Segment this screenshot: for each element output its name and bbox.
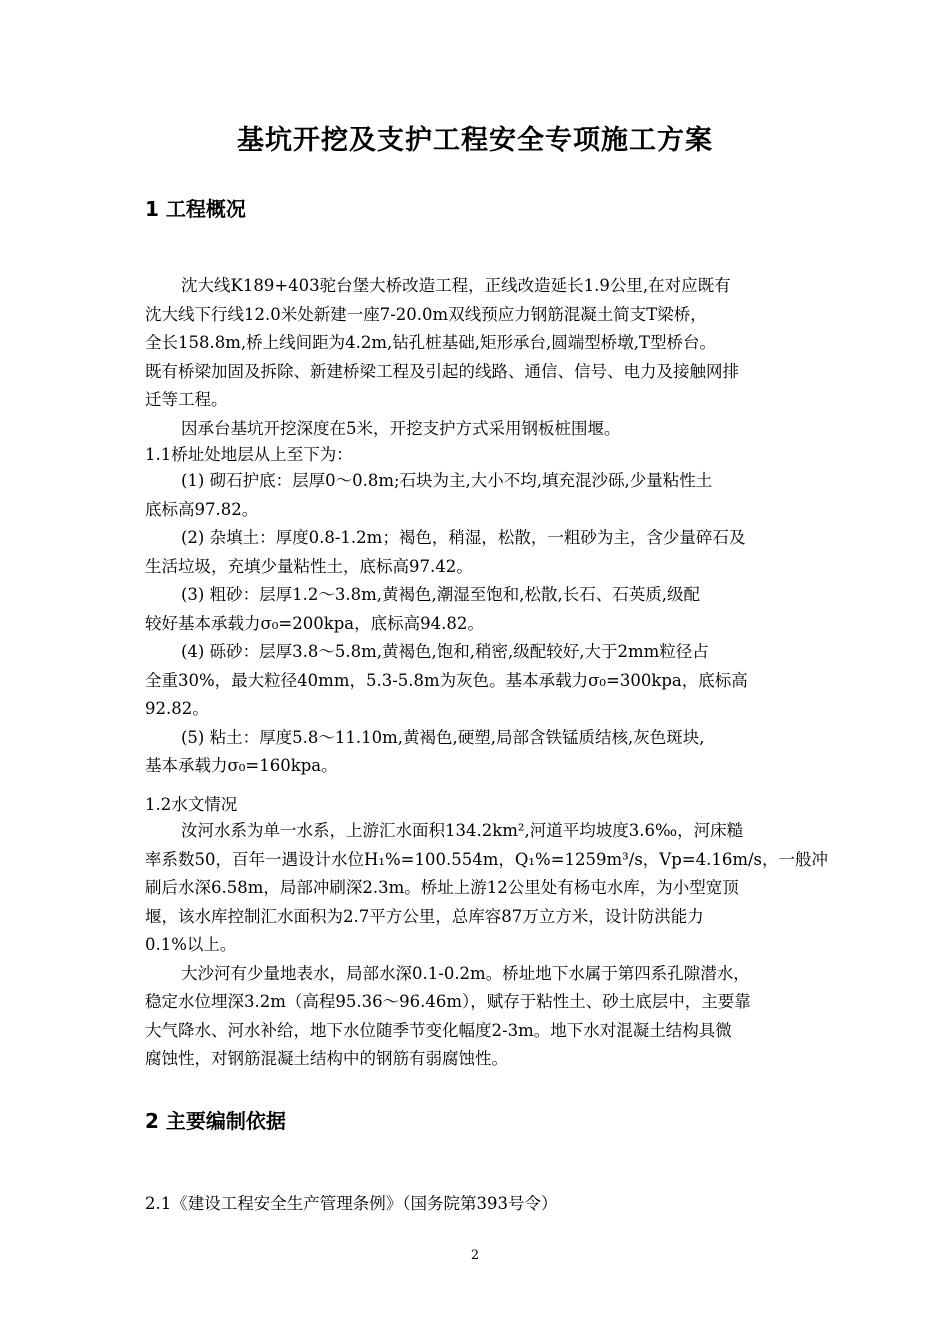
stratum-line: 较好基本承载力σ₀=200kpa，底标高94.82。 (145, 613, 484, 633)
hydrology-section (145, 793, 829, 1074)
stratum-line: (1) 砌石护底：层厚0～0.8m;石块为主,大小不均,填充混沙砾,少量粘性土 (181, 471, 713, 490)
subsection-1-2-heading: 1.2水文情况 (145, 795, 238, 814)
section-1-heading: 1 工程概况 (145, 197, 246, 221)
text-line: 全长158.8m,桥上线间距为4.2m,钻孔桩基础,矩形承台,圆端型桥墩,T型桥台。 (145, 333, 716, 352)
stratum-line: 92.82。 (145, 699, 209, 718)
stratum-line: 全重30%，最大粒径40mm，5.3-5.8m为灰色。基本承载力σ₀=300kpa，底标高 (145, 670, 748, 690)
stratum-line: 底标高97.82。 (145, 499, 259, 519)
text-line: 迁等工程。 (145, 390, 228, 409)
text-line: 稳定水位埋深3.2m（高程95.36～96.46m），赋存于粘性土、砂土底层中，主要靠 (145, 992, 751, 1011)
section-2-heading: 2 主要编制依据 (145, 1109, 286, 1133)
page-number: 2 (470, 1248, 480, 1263)
document-title: 基坑开挖及支护工程安全专项施工方案 (237, 125, 713, 156)
section-2-item-1: 2.1《建设工程安全生产管理条例》（国务院第393号令） (145, 1194, 558, 1213)
text-line: 堰，该水库控制汇水面积为2.7平方公里，总库容87万立方米，设计防洪能力 (145, 906, 704, 926)
subsection-1-1-heading: 1.1桥址处地层从上至下为： (145, 445, 353, 464)
stratum-list (145, 443, 813, 781)
stratum-line: (4) 砾砂：层厚3.8～5.8m,黄褐色,饱和,稍密,级配较好,大于2mm粒径占 (181, 642, 709, 661)
stratum-line: 基本承载力σ₀=160kpa。 (145, 756, 338, 775)
text-line: 既有桥梁加固及拆除、新建桥梁工程及引起的线路、通信、信号、电力及接触网排 (145, 361, 739, 381)
stratum-line: (3) 粗砂：层厚1.2～3.8m,黄褐色,潮湿至饱和,松散,长石、石英质,级配 (181, 585, 700, 604)
text-line: 沈大线K189+403驼台堡大桥改造工程，正线改造延长1.9公里,在对应既有 (181, 276, 731, 295)
text-line: 腐蚀性，对钢筋混凝土结构中的钢筋有弱腐蚀性。 (145, 1049, 508, 1068)
text-line: 沈大线下行线12.0米处新建一座7-20.0m双线预应力钢筋混凝土简支T梁桥， (145, 304, 707, 324)
section-1-paragraph-1 (145, 272, 813, 443)
text-line: 刷后水深6.58m，局部冲刷深2.3m。桥址上游12公里处有杨屯水库，为小型宽顶 (145, 878, 739, 897)
text-line: 大气降水、河水补给，地下水位随季节变化幅度2-3m。地下水对混凝土结构具微 (145, 1020, 732, 1040)
stratum-line: (2) 杂填土：厚度0.8-1.2m；褐色，稍湿，松散，一粗砂为主，含少量碎石及 (181, 528, 746, 547)
text-line: 0.1%以上。 (145, 935, 237, 954)
text-line: 因承台基坑开挖深度在5米，开挖支护方式采用钢板桩围堰。 (181, 418, 621, 438)
text-line: 大沙河有少量地表水，局部水深0.1-0.2m。桥址地下水属于第四系孔隙潜水， (181, 963, 750, 983)
text-line: 汝河水系为单一水系，上游汇水面积134.2km²,河道平均坡度3.6‰，河床糙 (181, 821, 744, 840)
text-line: 率系数50，百年一遇设计水位H₁%=100.554m，Q₁%=1259m³/s，Vp=4.16m/s，一般冲 (145, 849, 829, 869)
stratum-line: 生活垃圾，充填少量粘性土，底标高97.42。 (145, 556, 473, 576)
stratum-line: (5) 粘土：厚度5.8～11.10m,黄褐色,硬塑,局部含铁锰质结核,灰色斑块, (181, 727, 705, 747)
